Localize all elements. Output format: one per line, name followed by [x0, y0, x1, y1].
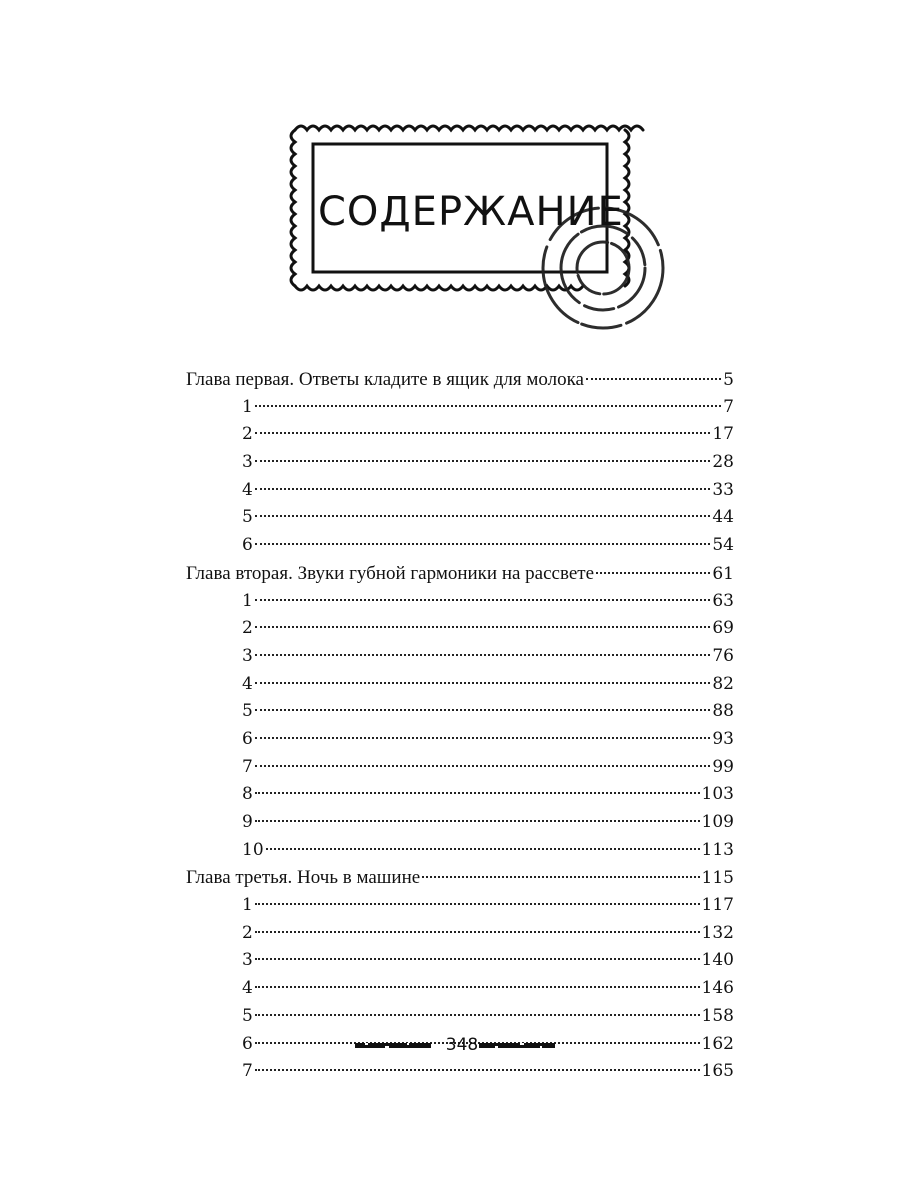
toc-page-number: 93 — [712, 728, 734, 749]
toc-dot-leader — [255, 515, 711, 517]
toc-dot-leader — [255, 654, 711, 656]
toc-entry-title: 2 — [242, 618, 253, 639]
toc-section-entry — [186, 1003, 734, 1031]
toc-entry-title: 8 — [242, 784, 253, 805]
toc-dot-leader — [255, 405, 721, 407]
toc-entry-title: 6 — [242, 728, 253, 749]
toc-dot-leader — [255, 599, 711, 601]
toc-dot-leader — [255, 737, 711, 739]
toc-page-number: 44 — [712, 507, 734, 528]
toc-entry-title: 2 — [242, 424, 253, 445]
toc-page-number: 162 — [701, 1033, 734, 1054]
toc-entry-title: 5 — [242, 701, 253, 722]
toc-page-number: 140 — [701, 950, 734, 971]
toc-page-number: 99 — [712, 756, 734, 777]
toc-dot-leader — [255, 488, 711, 490]
toc-entry-title: 2 — [242, 922, 253, 943]
toc-dot-leader — [255, 931, 700, 933]
toc-entry-title: 4 — [242, 673, 253, 694]
toc-section-entry — [186, 421, 734, 449]
toc-dot-leader — [596, 572, 710, 574]
toc-section-entry — [186, 1058, 734, 1086]
toc-section-entry — [186, 809, 734, 837]
toc-dot-leader — [422, 876, 699, 878]
toc-chapter-entry — [186, 560, 734, 588]
toc-page-number: 165 — [701, 1061, 734, 1082]
toc-section-entry — [186, 394, 734, 422]
toc-page-number: 63 — [712, 590, 734, 611]
toc-dot-leader — [255, 820, 700, 822]
toc-page-number: 7 — [723, 396, 734, 417]
toc-dot-leader — [255, 543, 711, 545]
toc-chapter-entry — [186, 864, 734, 892]
toc-page-number: 109 — [701, 812, 734, 832]
toc-section-entry — [186, 837, 734, 865]
toc-page-number: 61 — [712, 563, 734, 584]
toc-entry-title: 5 — [242, 1005, 253, 1026]
toc-section-entry — [186, 615, 734, 643]
toc-page-number: 33 — [712, 479, 734, 500]
toc-page-number: 28 — [712, 452, 734, 473]
toc-dot-leader — [266, 848, 700, 850]
toc-dot-leader — [586, 378, 721, 380]
toc-dot-leader — [255, 682, 711, 684]
toc-section-entry — [186, 643, 734, 671]
toc-section-entry — [186, 532, 734, 560]
toc-entry-title: 1 — [242, 590, 253, 611]
toc-dot-leader — [255, 432, 711, 434]
page-title: СОДЕРЖАНИЕ — [318, 189, 624, 235]
page-number: 348 — [445, 1035, 479, 1055]
toc-entry-title: 10 — [242, 839, 264, 860]
toc-dot-leader — [255, 765, 711, 767]
toc-section-entry — [186, 781, 734, 809]
toc-entry-title: 6 — [242, 1033, 253, 1054]
toc-section-entry — [186, 947, 734, 975]
toc-entry-title: Глава первая. Ответы кладите в ящик для молока — [186, 369, 584, 390]
toc-entry-title: 1 — [242, 396, 253, 417]
toc-dot-leader — [255, 626, 711, 628]
toc-page-number: 132 — [701, 922, 734, 943]
toc-page-number: 54 — [712, 535, 734, 556]
toc-page-number: 76 — [712, 645, 734, 666]
toc-dot-leader — [255, 1069, 700, 1071]
toc-section-entry — [186, 588, 734, 616]
toc-section-entry — [186, 726, 734, 754]
toc-dot-leader — [255, 460, 711, 462]
toc-dot-leader — [255, 1014, 700, 1016]
toc-page-number: 113 — [701, 839, 734, 860]
toc-page-number: 5 — [723, 370, 734, 390]
toc-section-entry — [186, 449, 734, 477]
toc-dot-leader — [255, 986, 700, 988]
toc-page-number: 82 — [712, 673, 734, 694]
toc-dot-leader — [255, 792, 700, 794]
toc-entry-title: 6 — [242, 535, 253, 556]
toc-page-number: 17 — [712, 424, 734, 445]
toc-entry-title: 4 — [242, 479, 253, 500]
toc-page-number: 88 — [712, 701, 734, 722]
table-of-contents — [186, 366, 734, 1086]
toc-entry-title: 1 — [242, 895, 253, 916]
toc-section-entry — [186, 892, 734, 920]
toc-entry-title: 3 — [242, 452, 253, 473]
toc-entry-title: 7 — [242, 1061, 253, 1082]
toc-section-entry — [186, 754, 734, 782]
toc-page-number: 103 — [701, 784, 734, 805]
toc-entry-title: 3 — [242, 645, 253, 666]
toc-section-entry — [186, 477, 734, 505]
toc-page-number: 158 — [701, 1005, 734, 1026]
toc-entry-title: 3 — [242, 950, 253, 971]
toc-page-number: 146 — [701, 978, 734, 999]
toc-entry-title: 7 — [242, 756, 253, 777]
toc-entry-title: 9 — [242, 812, 253, 832]
toc-page-number: 69 — [712, 618, 734, 639]
toc-dot-leader — [255, 709, 711, 711]
toc-entry-title: Глава третья. Ночь в машине — [186, 867, 421, 889]
toc-section-entry — [186, 975, 734, 1003]
toc-section-entry — [186, 671, 734, 699]
toc-dot-leader — [255, 958, 700, 960]
toc-section-entry — [186, 920, 734, 948]
toc-chapter-entry — [186, 366, 734, 394]
toc-entry-title: 4 — [242, 978, 253, 999]
toc-page-number: 117 — [701, 895, 734, 916]
toc-section-entry — [186, 504, 734, 532]
toc-dot-leader — [255, 903, 700, 905]
toc-section-entry — [186, 698, 734, 726]
toc-page-number: 115 — [701, 868, 734, 889]
toc-entry-title: Глава вторая. Звуки губной гармоники на рассвете — [186, 562, 595, 584]
toc-entry-title: 5 — [242, 507, 253, 528]
